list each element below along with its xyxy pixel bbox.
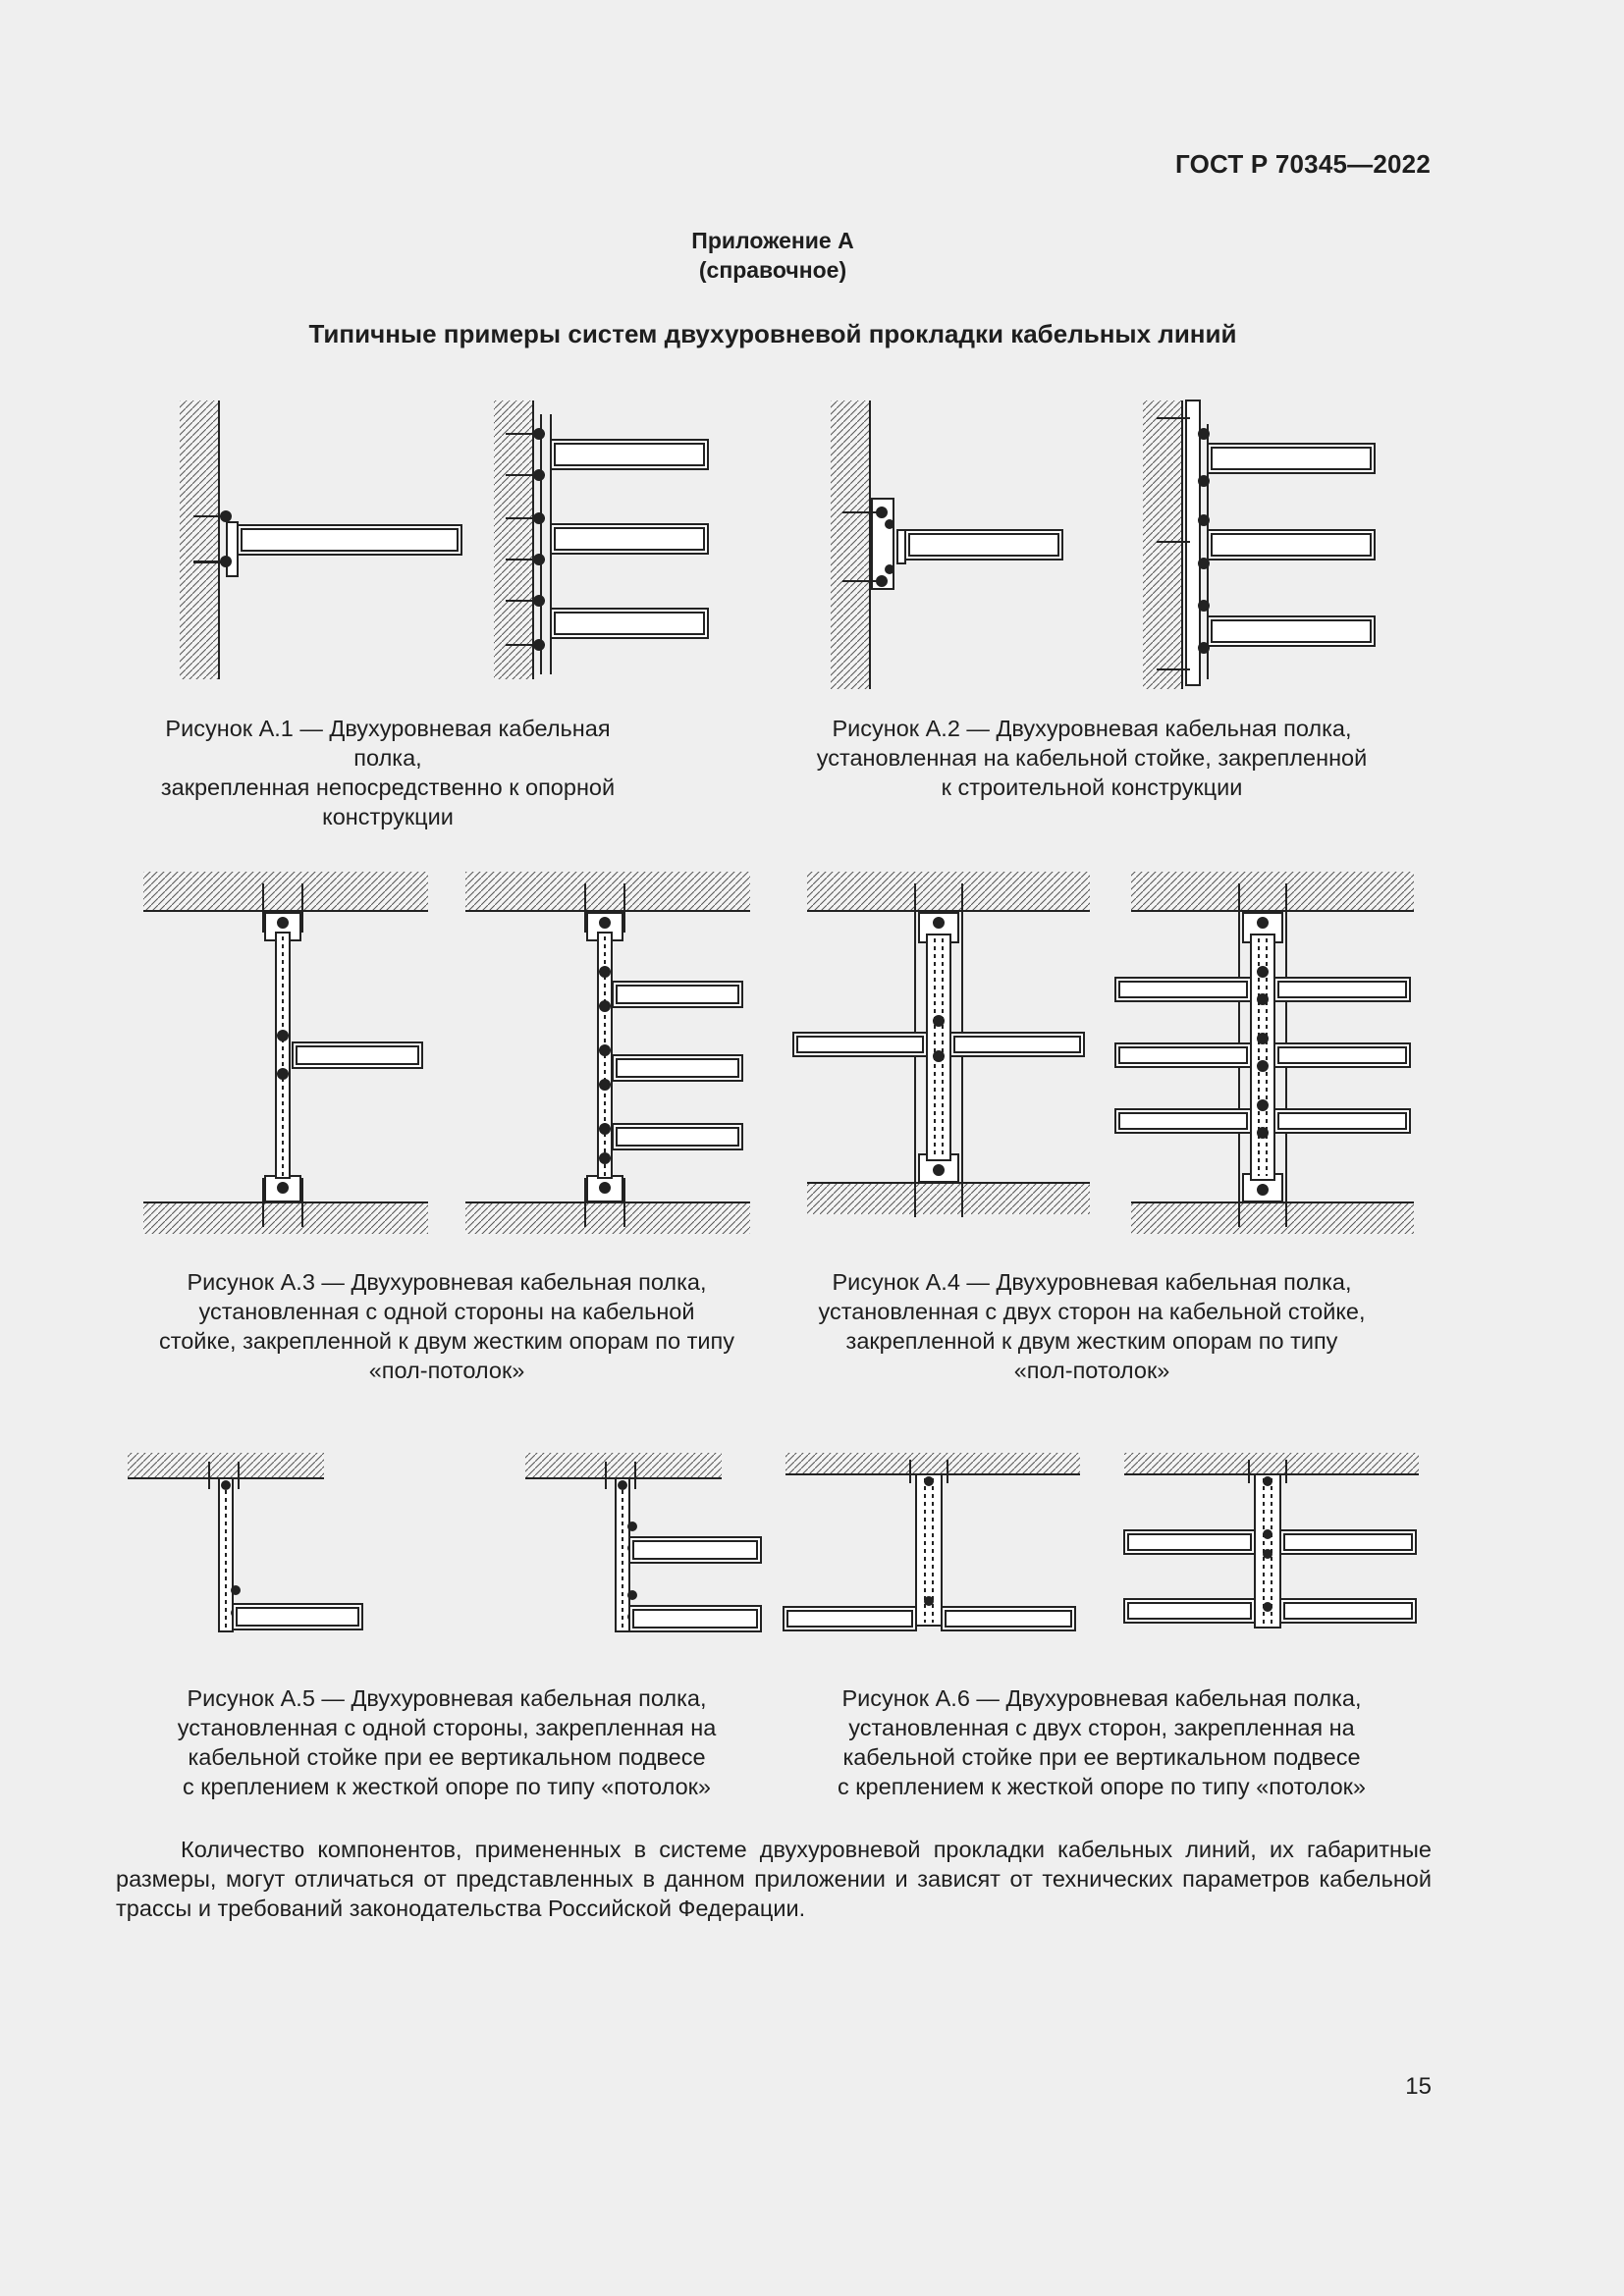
document-code: ГОСТ Р 70345—2022	[1175, 149, 1431, 179]
figure-a2-caption: Рисунок А.2 — Двухуровневая кабельная полка, установленная на кабельной стойке, закрепленной к строительной конструкции	[816, 716, 1368, 800]
wall-right	[1143, 400, 1182, 689]
body-paragraph	[116, 1835, 1432, 1923]
appendix-subtitle: (справочное)	[698, 257, 847, 283]
figure-a5-drawing	[123, 1448, 781, 1664]
figure-a1-caption: Рисунок А.1 — Двухуровневая кабельная полка, закрепленная непосредственно к опорной конструкции	[160, 716, 616, 829]
figure-a3-drawing	[137, 864, 766, 1237]
figure-a4-drawing	[785, 864, 1424, 1237]
figure-a5-caption: Рисунок А.5 — Двухуровневая кабельная полка, установленная с одной стороны, закрепленная на кабельной стойке при ее вертикальном подвесе с креплением к жесткой опоре по типу «потолок»	[177, 1685, 717, 1799]
page-number: 15	[1405, 2073, 1432, 2100]
figure-a4-caption: Рисунок А.4 — Двухуровневая кабельная полка, установленная с двух сторон на кабельной стойке, закрепленной к двум жестким опорам по типу «пол-потолок»	[818, 1269, 1366, 1383]
wall-left	[831, 400, 870, 689]
figure-a6-drawing	[781, 1448, 1429, 1664]
body-paragraph-text: Количество компонентов, примененных в системе двухуровневой прокладки кабельных линий, их габаритные размеры, могут отличаться от представленных в данном приложении и зависят от технических параметров кабельной трассы и требований законодательства Российской Федерации.	[116, 1837, 1432, 1921]
appendix-title: Приложение А	[691, 228, 854, 253]
figure-a2-drawing	[823, 395, 1392, 689]
wall-right	[494, 400, 533, 679]
figure-a1-drawing	[172, 395, 722, 689]
wall-left	[180, 400, 219, 679]
figure-a6-caption: Рисунок А.6 — Двухуровневая кабельная полка, установленная с двух сторон, закрепленная на кабельной стойке при ее вертикальном подвесе с креплением к жесткой опоре по типу «потолок»	[838, 1685, 1366, 1799]
appendix-heading	[0, 226, 1545, 285]
figure-a3-caption: Рисунок А.3 — Двухуровневая кабельная полка, установленная с одной стороны на кабельной стойке, закрепленной к двум жестким опорам по типу «пол-потолок»	[158, 1269, 734, 1383]
page-title: Типичные примеры систем двухуровневой прокладки кабельных линий	[308, 319, 1237, 348]
